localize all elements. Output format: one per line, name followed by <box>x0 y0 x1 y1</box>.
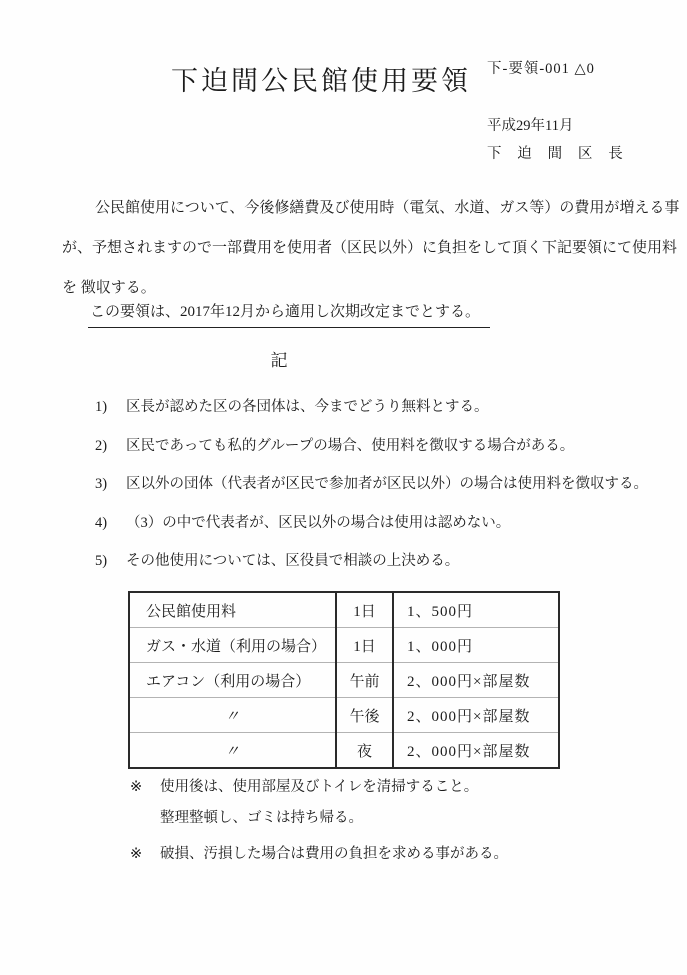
fee-amount-cell: 2、000円×部屋数 <box>393 698 559 733</box>
rule-text: （3）の中で代表者が、区民以外の場合は使用は認めない。 <box>126 514 511 531</box>
reference-mark: ※ <box>130 846 143 862</box>
fee-time-cell: 1日 <box>336 592 393 628</box>
table-row <box>129 592 559 628</box>
intro-paragraph <box>62 188 680 308</box>
rule-text: 区以外の団体（代表者が区民で参加者が区民以外）の場合は使用料を徴収する。 <box>126 476 648 492</box>
note-line <box>130 803 508 834</box>
fee-item-cell: ガス・水道（利用の場合） <box>129 628 336 663</box>
rule-item <box>95 473 648 512</box>
rule-number: 2) <box>95 437 108 454</box>
intro-line: を 徴収する。 <box>62 280 156 296</box>
note-line <box>130 772 508 803</box>
rule-item <box>95 435 648 474</box>
rule-item <box>95 512 648 551</box>
table-row <box>129 663 559 698</box>
fee-table <box>128 591 560 769</box>
fee-amount-cell: 2、000円×部屋数 <box>393 663 559 698</box>
rule-text: その他使用については、区役員で相談の上決める。 <box>126 553 460 569</box>
fee-item-cell: エアコン（利用の場合） <box>129 663 336 698</box>
fee-amount-cell: 1、500円 <box>393 592 559 628</box>
note-text: 使用後は、使用部屋及びトイレを清掃すること。 <box>160 779 479 795</box>
footnotes <box>130 772 508 870</box>
rule-number: 4) <box>95 514 108 531</box>
note-text: 整理整頓し、ゴミは持ち帰る。 <box>160 810 363 826</box>
rules-list <box>95 396 648 589</box>
intro-line: 公民館使用について、今後修繕費及び使用時（電気、水道、ガス等）の費用が増える事 <box>95 200 680 216</box>
note-text: 破損、汚損した場合は費用の負担を求める事がある。 <box>160 846 508 862</box>
rule-number: 5) <box>95 553 108 569</box>
fee-time-cell: 午後 <box>336 698 393 733</box>
note-line <box>130 839 508 870</box>
issue-date: 平成29年11月 <box>487 118 574 134</box>
table-row <box>129 698 559 733</box>
rule-number: 1) <box>95 399 108 415</box>
document-title: 下迫間公民館使用要領 <box>171 66 471 96</box>
issue-block <box>487 112 629 168</box>
rule-text: 区民であっても私的グループの場合、使用料を徴収する場合がある。 <box>126 437 575 454</box>
fee-time-cell: 1日 <box>336 628 393 663</box>
fee-amount-cell: 2、000円×部屋数 <box>393 733 559 769</box>
fee-amount-cell: 1、000円 <box>393 628 559 663</box>
table-row <box>129 628 559 663</box>
reference-mark-spacer <box>130 803 160 834</box>
fee-item-cell: 公民館使用料 <box>146 603 237 620</box>
rule-item <box>95 550 648 589</box>
ditto-mark: 〃 <box>129 733 336 769</box>
issuer-name: 下 迫 間 区 長 <box>487 146 629 162</box>
rule-text: 区長が認めた区の各団体は、今までどうり無料とする。 <box>126 399 489 415</box>
fee-time-cell: 夜 <box>336 733 393 769</box>
ditto-mark: 〃 <box>129 698 336 733</box>
intro-line: が、予想されますので一部費用を使用者（区民以外）に負担をして頂く下記要領にて使用料 <box>62 240 678 256</box>
reference-mark: ※ <box>130 779 143 795</box>
effective-period-note: この要領は、2017年12月から適用し次期改定までとする。 <box>88 300 490 328</box>
rule-item <box>95 396 648 435</box>
section-marker-ki: 記 <box>270 351 290 370</box>
table-row <box>129 733 559 769</box>
doc-reference-number: 下-要領-001 △0 <box>487 61 595 77</box>
fee-time-cell: 午前 <box>336 663 393 698</box>
rule-number: 3) <box>95 476 108 492</box>
